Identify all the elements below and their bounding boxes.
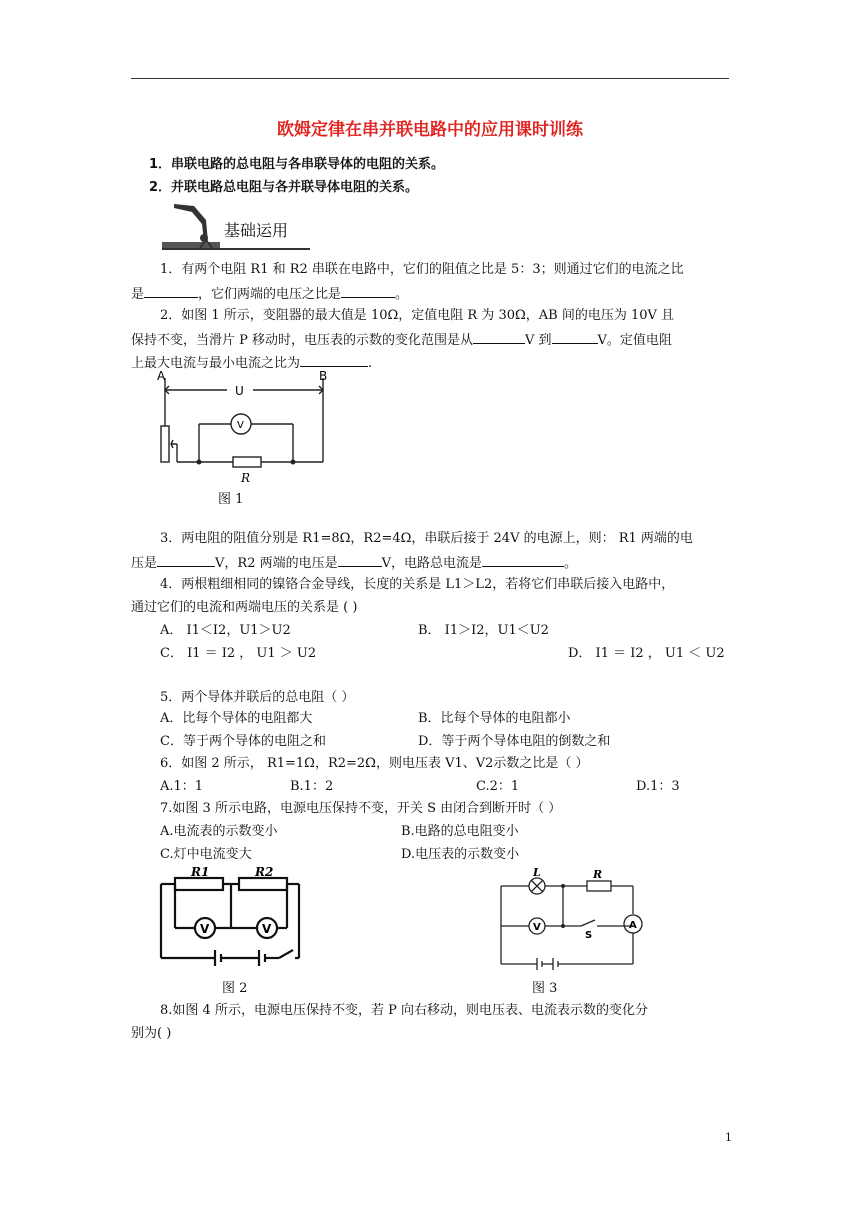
fig2-label-r2: R2: [255, 866, 274, 879]
q1-line1: 1．有两个电阻 R1 和 R2 串联在电路中，它们的阻值之比是 5：3；则通过它们的电流之比: [160, 262, 684, 277]
fig1-caption: 图 1: [218, 492, 244, 507]
fig3-voltmeter-label: V: [533, 922, 541, 933]
objective-1: 1．串联电路的总电阻与各串联导体的电阻的关系。: [149, 157, 445, 172]
fig3-label-r: R: [593, 868, 603, 881]
figure-3-circuit: [497, 866, 647, 972]
q7-option-c: C.灯中电流变大: [160, 847, 252, 862]
answer-blank[interactable]: [300, 354, 368, 367]
fig1-voltmeter-label: V: [237, 420, 244, 431]
q6-stem: 6．如图 2 所示， R1=1Ω，R2=2Ω，则电压表 V1、V2示数之比是（ ）: [160, 756, 589, 771]
header-rule: [131, 78, 729, 79]
q3-line1: 3．两电阻的阻值分别是 R1=8Ω，R2=4Ω，串联后接于 24V 的电源上，则： R1 两端的电: [160, 531, 693, 546]
q7-stem: 7.如图 3 所示电路，电源电压保持不变，开关 S 由闭合到断开时（ ）: [160, 801, 562, 816]
q5-option-d: D．等于两个导体电阻的倒数之和: [418, 734, 611, 749]
objective-2: 2．并联电路总电阻与各并联导体电阻的关系。: [149, 180, 419, 195]
q5-option-b: B．比每个导体的电阻都小: [418, 711, 571, 726]
q6-option-a: A.1：1: [160, 779, 204, 794]
section-header: [160, 198, 310, 258]
fig2-voltmeter-1-label: V: [200, 922, 210, 936]
fig1-label-r: R: [241, 471, 251, 483]
q6-option-d: D.1：3: [636, 779, 680, 794]
page-number: 1: [725, 1131, 732, 1144]
q8-line1: 8.如图 4 所示，电源电压保持不变，若 P 向右移动，则电压表、电流表示数的变化分: [160, 1003, 648, 1018]
q3-line2: 压是 V，R2 两端的电压是 V，电路总电流是 。: [131, 556, 578, 571]
q6-option-b: B.1：2: [290, 779, 334, 794]
page-title: 欧姆定律在串并联电路中的应用课时训练: [277, 120, 583, 140]
answer-blank[interactable]: [157, 554, 215, 567]
q7-option-a: A.电流表的示数变小: [160, 824, 278, 839]
q6-option-c: C.2：1: [476, 779, 520, 794]
fig2-label-r1: R1: [191, 866, 210, 879]
q5-stem: 5．两个导体并联后的总电阻（ ）: [160, 690, 355, 705]
q4-option-a: A． I1＜I2，U1＞U2: [160, 623, 291, 638]
answer-blank[interactable]: [341, 285, 395, 298]
section-label: 基础运用: [224, 221, 289, 240]
figure-1-circuit: [155, 368, 335, 483]
q4-line1: 4．两根粗细相同的镍铬合金导线，长度的关系是 L1＞L2，若将它们串联后接入电路中，: [160, 577, 675, 592]
fig2-caption: 图 2: [222, 981, 248, 996]
q7-option-d: D.电压表的示数变小: [401, 847, 520, 862]
answer-blank[interactable]: [338, 554, 382, 567]
fig3-label-l: L: [533, 866, 541, 879]
fig1-label-b: B: [319, 369, 328, 383]
q2-line1: 2．如图 1 所示，变阻器的最大值是 10Ω，定值电阻 R 为 30Ω，AB 间的电压为 10V 且: [160, 308, 675, 323]
q2-line2: 保持不变，当滑片 P 移动时，电压表的示数的变化范围是从 V 到 V。定值电阻: [131, 333, 672, 348]
answer-blank[interactable]: [144, 285, 198, 298]
q4-option-d: D． I1 ＝ I2 ， U1 ＜ U2: [568, 646, 725, 661]
fig2-voltmeter-2-label: V: [262, 922, 272, 936]
q4-option-b: B． I1＞I2，U1＜U2: [418, 623, 549, 638]
fig3-switch-label: S: [585, 930, 593, 941]
figure-2-circuit: [155, 866, 305, 972]
q8-line2: 别为( ): [131, 1026, 172, 1041]
answer-blank[interactable]: [473, 331, 525, 344]
q5-option-a: A．比每个导体的电阻都大: [160, 711, 313, 726]
q2-line3: 上最大电流与最小电流之比为 .: [131, 356, 373, 371]
fig1-label-u: U: [235, 384, 244, 398]
answer-blank[interactable]: [482, 554, 564, 567]
q7-option-b: B.电路的总电阻变小: [401, 824, 519, 839]
fig1-label-a: A: [157, 369, 166, 383]
q4-line2: 通过它们的电流和两端电压的关系是 ( ): [131, 600, 358, 615]
q4-option-c: C． I1 ＝ I2 ， U1 ＞ U2: [160, 646, 317, 661]
answer-blank[interactable]: [552, 331, 598, 344]
q1-line2: 是 ，它们两端的电压之比是 。: [131, 287, 409, 302]
fig3-ammeter-label: A: [629, 920, 637, 931]
q5-option-c: C．等于两个导体的电阻之和: [160, 734, 326, 749]
fig3-caption: 图 3: [532, 981, 558, 996]
